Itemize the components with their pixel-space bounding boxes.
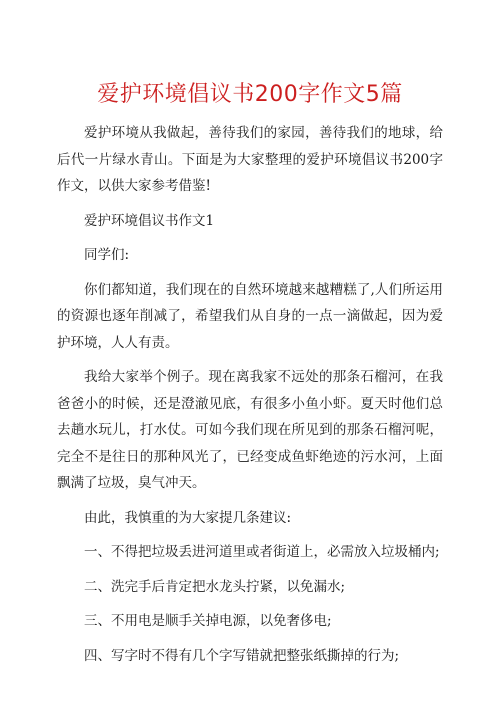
salutation: 同学们:	[84, 247, 130, 263]
document-body	[57, 120, 443, 669]
body-paragraph: 我给大家举个例子。现在离我家不远处的那条石榴河，在我爸爸小的时候，还是澄澈见底，有很多小鱼小虾。夏天时他们总去趟水玩儿，打水仗。可如今我们现在所见到的那条石榴河呢，完全不是往日的那种风光了，已经变成鱼虾绝迹的污水河，上面飘满了垃圾，臭气冲天。	[57, 369, 443, 491]
suggestion-item: 三、不用电是顺手关掉电源，以免奢侈电;	[84, 613, 332, 629]
body-paragraph: 由此，我慎重的为大家提几条建议:	[84, 509, 292, 526]
section-heading: 爱护环境倡议书作文1	[84, 212, 215, 229]
suggestion-item: 四、写字时不得有几个字写错就把整张纸撕掉的行为;	[84, 647, 400, 664]
body-paragraph: 你们都知道，我们现在的自然环境越来越糟糕了,人们所运用的资源也逐年削减了，希望我们从自身的一点一滴做起，因为爱护环境，人人有责。	[57, 281, 443, 351]
suggestion-item: 一、不得把垃圾丢进河道里或者街道上，必需放入垃圾桶内;	[84, 544, 440, 560]
document-title: 爱护环境倡议书200字作文5篇	[97, 82, 403, 107]
intro-paragraph: 爱护环境从我做起，善待我们的家园，善待我们的地球，给后代一片绿水青山。下面是为大家整理的爱护环境倡议书200字作文，以供大家参考借鉴!	[57, 125, 443, 194]
suggestion-item: 二、洗完手后肯定把水龙头拧紧，以免漏水;	[84, 578, 346, 595]
